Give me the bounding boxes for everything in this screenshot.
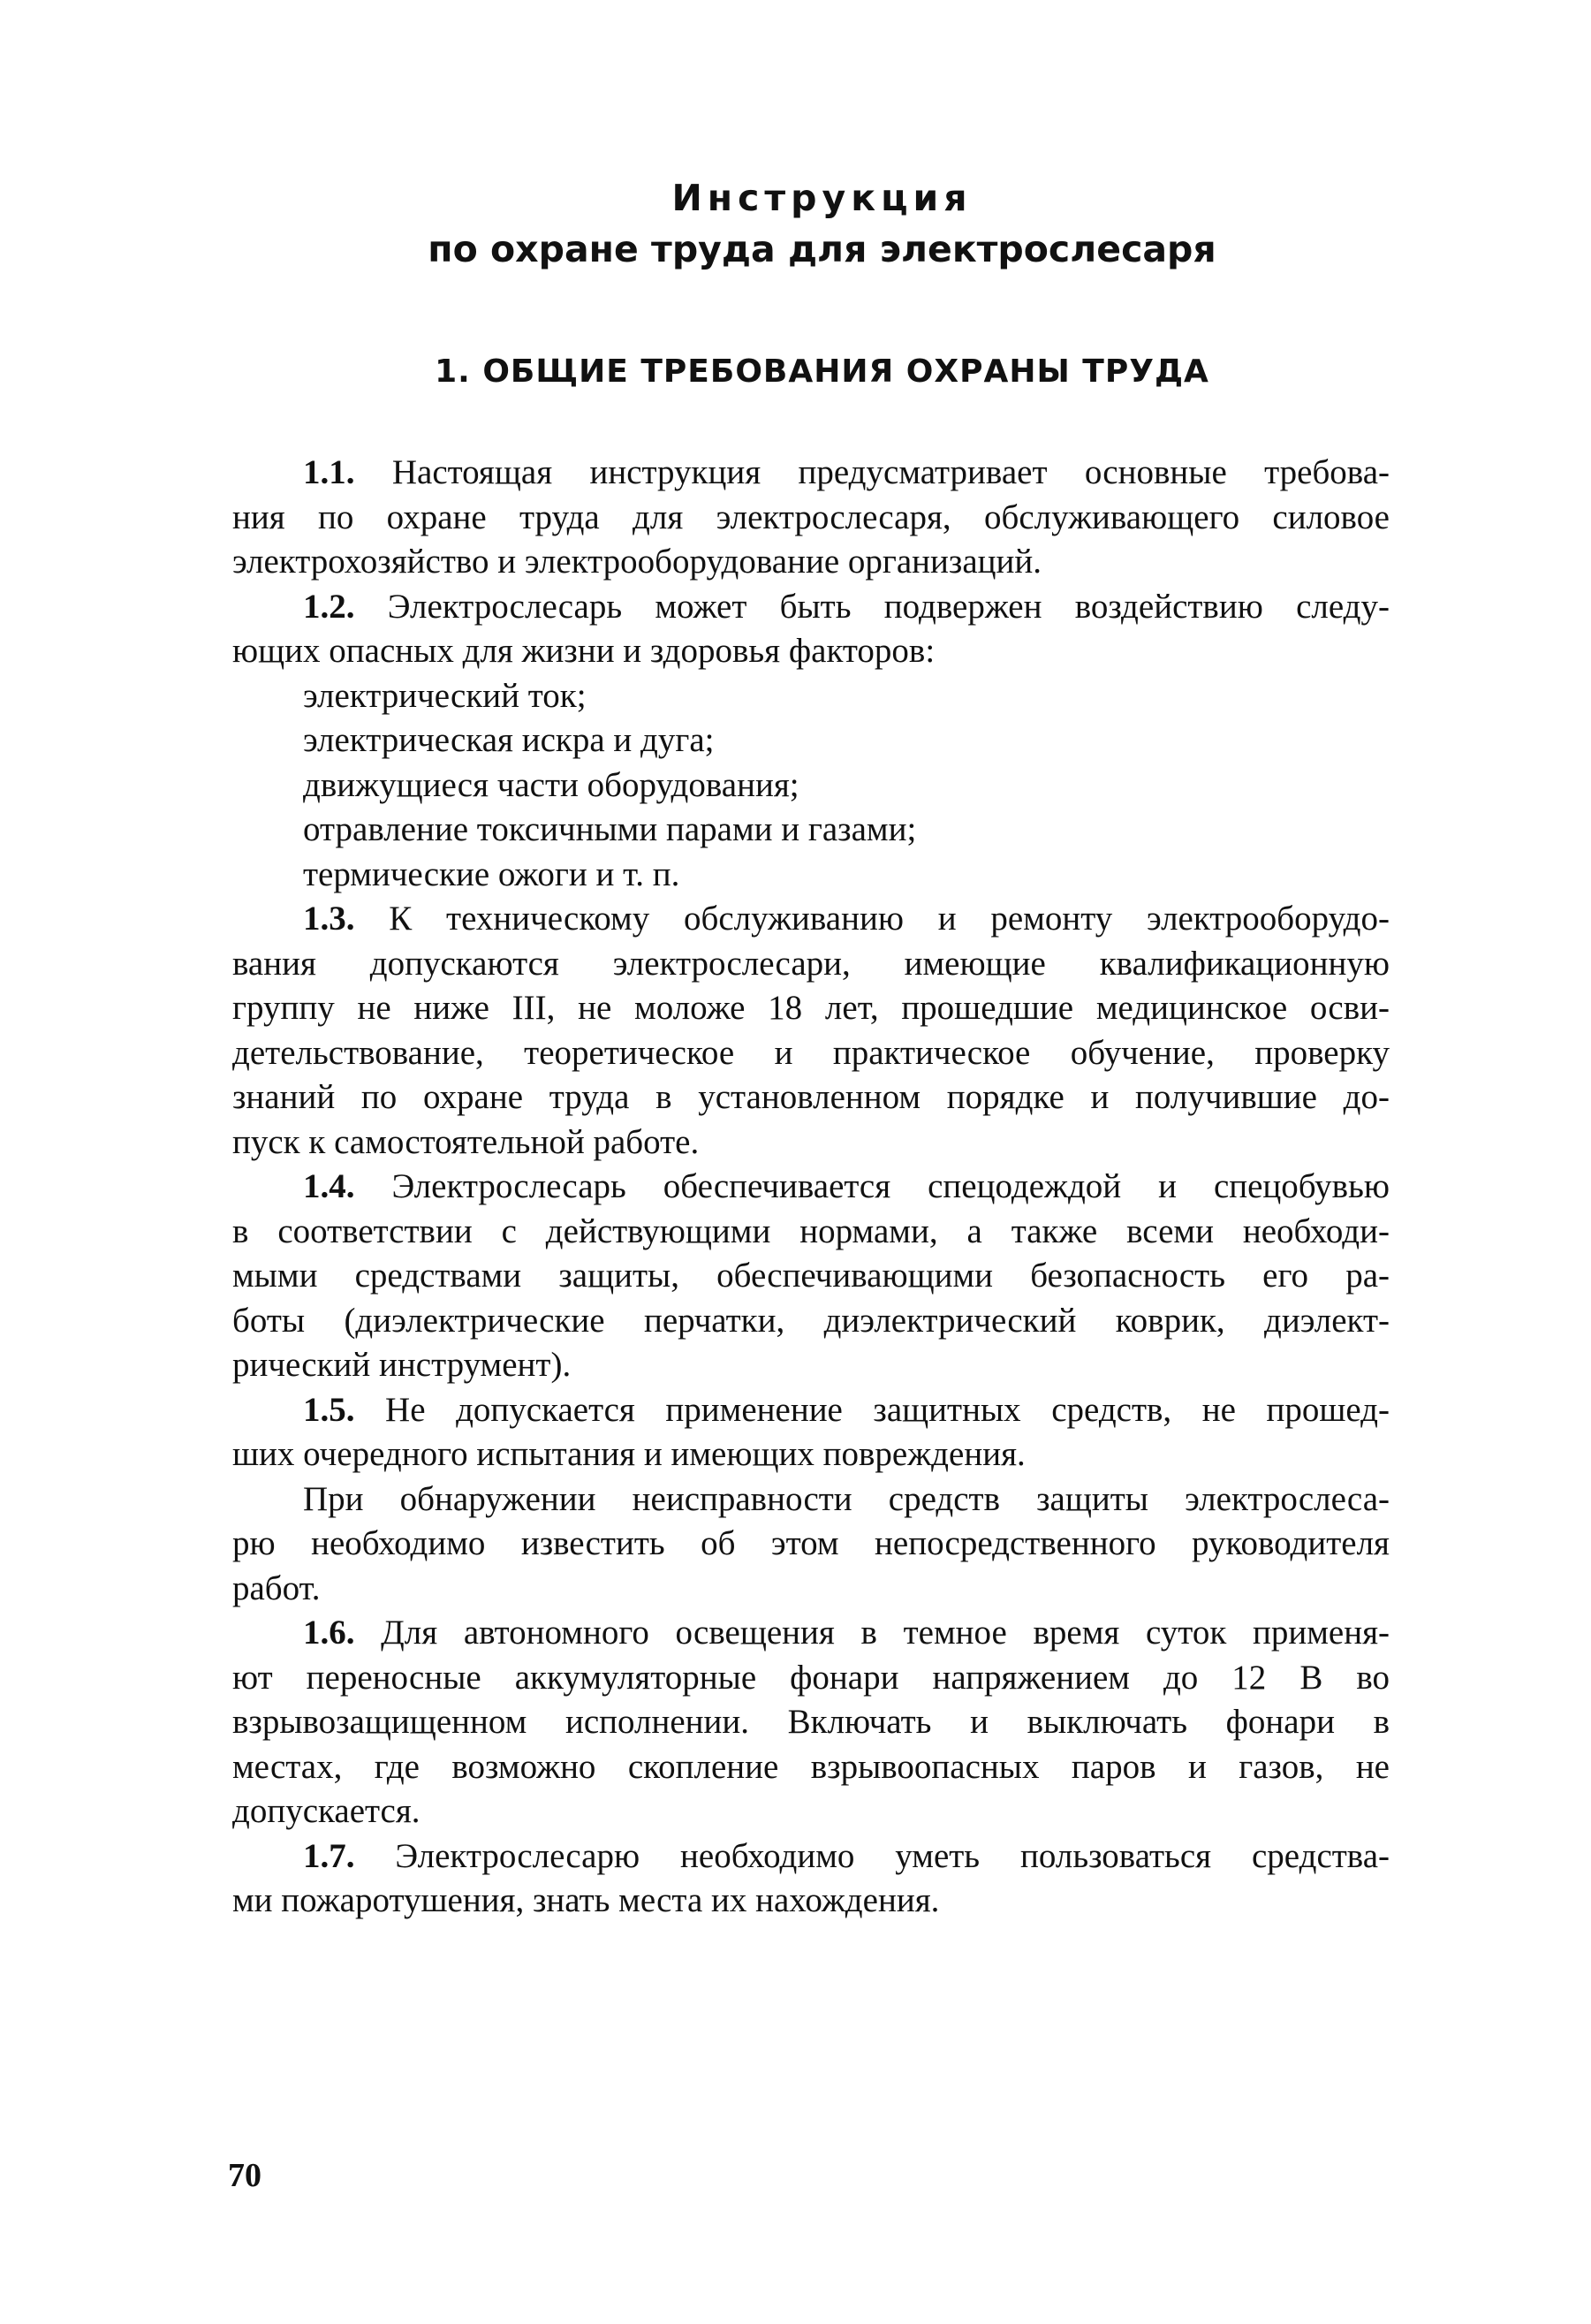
paragraph-1-6	[232, 1611, 1390, 1834]
text-line: рю необходимо известить об этом непосредственного руководителя	[232, 1524, 1390, 1562]
text-line: пуск к самостоятельной работе.	[232, 1122, 700, 1161]
text-line: ния по охране труда для электрослесаря, обслуживающего силовое	[232, 497, 1390, 536]
hazard-item: движущиеся части оборудования;	[303, 765, 799, 804]
text-line	[232, 1834, 1390, 1880]
paragraph-1-4	[232, 1165, 1390, 1388]
hazard-item: электрическая искра и дуга;	[303, 721, 715, 759]
paragraph-number: 1.5.	[303, 1390, 355, 1429]
hazard-item: термические ожоги и т. п.	[303, 854, 680, 893]
hazard-item: электрический ток;	[303, 676, 587, 715]
paragraph-1-2	[232, 585, 1390, 674]
text-line: боты (диэлектрические перчатки, диэлектрический коврик, диэлект-	[232, 1301, 1390, 1340]
title-line-2: по охране труда для электрослесаря	[428, 228, 1216, 270]
text-fragment: Для автономного освещения в темное время суток применя-	[354, 1614, 1390, 1652]
text-line: в соответствии с действующими нормами, а также всеми необходи-	[232, 1211, 1390, 1250]
paragraph-1-3	[232, 897, 1390, 1165]
text-line: группу не ниже III, не моложе 18 лет, прошедшие медицинское осви-	[232, 989, 1390, 1027]
text-line: ми пожаротушения, знать места их нахождения.	[232, 1881, 940, 1919]
text-line: ющих опасных для жизни и здоровья факторов:	[232, 632, 936, 670]
paragraph-1-1	[232, 451, 1390, 585]
hazard-item: отравление токсичными парами и газами;	[303, 810, 917, 848]
text-line: ют переносные аккумуляторные фонари напряжением до 12 В во	[232, 1658, 1390, 1697]
page-number: 70	[228, 2157, 261, 2194]
text-line	[232, 585, 1390, 630]
paragraph-1-7	[232, 1834, 1390, 1924]
text-line: ших очередного испытания и имеющих повреждения.	[232, 1435, 1026, 1473]
text-fragment: Настоящая инструкция предусматривает основные требова-	[354, 453, 1390, 491]
paragraph-number: 1.1.	[303, 453, 355, 491]
text-line: детельствование, теоретическое и практическое обучение, проверку	[232, 1033, 1390, 1072]
body-text	[232, 451, 1390, 1924]
text-line	[232, 897, 1390, 942]
paragraph-number: 1.6.	[303, 1614, 355, 1652]
document-title	[0, 172, 1591, 275]
text-line: рический инструмент).	[232, 1346, 572, 1384]
text-line: знаний по охране труда в установленном порядке и получившие до-	[232, 1078, 1390, 1116]
text-line: вания допускаются электрослесари, имеющие квалификационную	[232, 944, 1390, 983]
section-heading: 1. ОБЩИЕ ТРЕБОВАНИЯ ОХРАНЫ ТРУДА	[435, 353, 1209, 390]
text-fragment: Электрослесарь обеспечивается спецодеждой и спецобувью	[354, 1167, 1390, 1205]
title-line-1: Инструкция	[671, 177, 973, 219]
text-line: взрывозащищенном исполнении. Включать и выключать фонари в	[232, 1703, 1390, 1741]
text-line	[232, 451, 1390, 496]
text-line: местах, где возможно скопление взрывоопасных паров и газов, не	[232, 1747, 1390, 1786]
paragraph-number: 1.7.	[303, 1836, 355, 1875]
text-line: работ.	[232, 1568, 321, 1607]
text-line: допускается.	[232, 1792, 420, 1830]
text-fragment: Электрослесарь может быть подвержен воздействию следу-	[354, 587, 1390, 626]
text-line: электрохозяйство и электрооборудование организаций.	[232, 543, 1042, 581]
text-fragment: Электрослесарю необходимо уметь пользоваться средства-	[354, 1836, 1390, 1875]
text-fragment: Не допускается применение защитных средств, не прошед-	[354, 1390, 1390, 1429]
text-line	[232, 1611, 1390, 1656]
text-line	[232, 1388, 1390, 1433]
paragraph-number: 1.2.	[303, 587, 355, 626]
text-line: При обнаружении неисправности средств защиты электрослеса-	[303, 1479, 1390, 1518]
text-line	[232, 1165, 1390, 1210]
paragraph-1-5	[232, 1388, 1390, 1477]
paragraph-number: 1.3.	[303, 900, 355, 938]
text-line: мыми средствами защиты, обеспечивающими безопасность его ра-	[232, 1257, 1390, 1295]
paragraph-1-5-note	[232, 1477, 1390, 1612]
text-fragment: К техническому обслуживанию и ремонту электрооборудо-	[354, 900, 1390, 938]
paragraph-number: 1.4.	[303, 1167, 355, 1205]
